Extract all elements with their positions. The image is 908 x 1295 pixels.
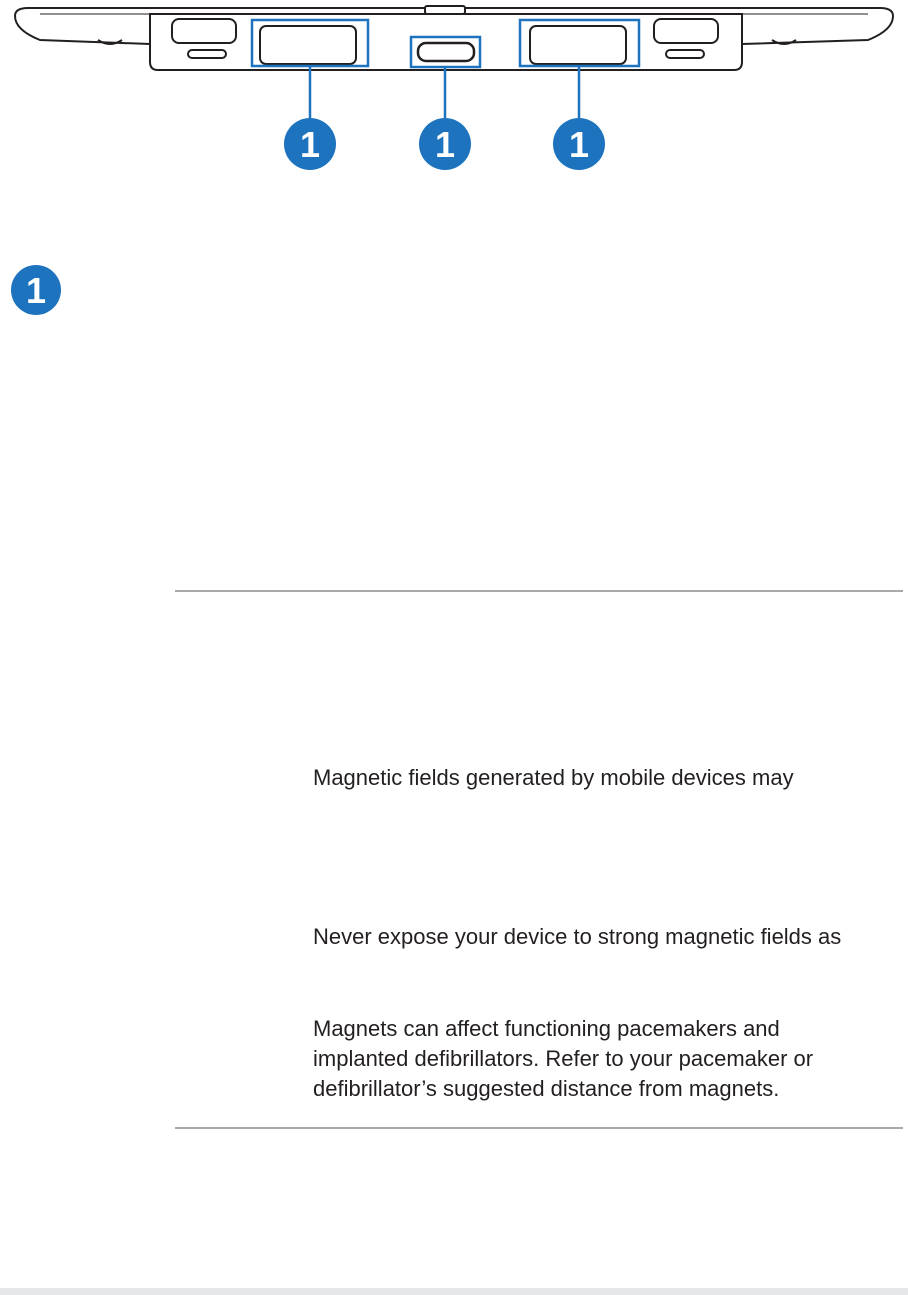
right-guide-pin [666,50,704,58]
note-magnetic-fields: Magnetic fields generated by mobile devices may [313,765,794,790]
callout-number: 1 [568,124,590,165]
note-divider-top [175,590,903,592]
legend-badge [11,265,61,315]
page-footer-band [0,1288,908,1295]
left-outer-slot [172,19,236,43]
left-magnet [260,26,356,64]
callout-number: 1 [299,124,321,165]
note-never-expose: Never expose your device to strong magnetic fields as [313,924,842,949]
docking-port [418,43,474,61]
note-pacemakers [313,1014,813,1104]
device-bottom-edge-illustration [0,0,908,190]
left-guide-pin [188,50,226,58]
right-outer-slot [654,19,718,43]
callout-badge-center [419,118,471,170]
note-pacemakers-line: Magnets can affect functioning pacemakers and [313,1016,780,1041]
note-pacemakers-line: implanted defibrillators. Refer to your pacemaker or [313,1046,814,1071]
callout-badge-left [284,118,336,170]
right-magnet [530,26,626,64]
callout-number: 1 [434,124,456,165]
legend-number: 1 [25,270,47,311]
top-connector-nub [425,6,465,14]
note-pacemakers-line: defibrillator’s suggested distance from magnets. [313,1076,780,1101]
note-divider-bottom [175,1127,903,1129]
callout-badge-right [553,118,605,170]
